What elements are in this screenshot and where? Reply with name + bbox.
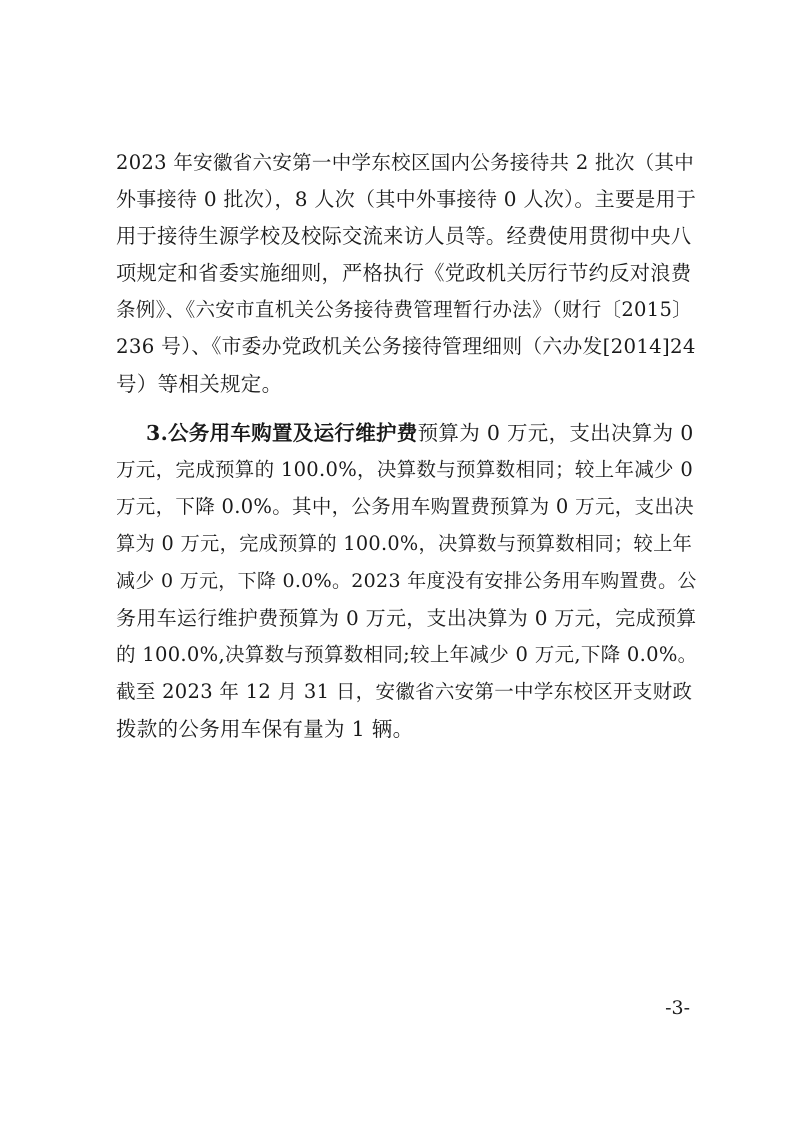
text-line: 用于接待生源学校及校际交流来访人员等。经费使用贯彻中央八 xyxy=(116,224,692,248)
text-line: 减少 0 万元，下降 0.0%。2023 年度没有安排公务用车购置费。公 xyxy=(116,570,697,592)
text-line: 项规定和省委实施细则，严格执行《党政机关厉行节约反对浪费 xyxy=(116,261,692,285)
text-line: 号）等相关规定。 xyxy=(116,372,283,396)
text-line: 万元，完成预算的 100.0%，决算数与预算数相同；较上年减少 0 xyxy=(116,458,694,481)
text-line: 万元，下降 0.0%。其中，公务用车购置费预算为 0 万元，支出决 xyxy=(116,495,694,518)
heading-line-rest: 预算为 0 万元，支出决算为 0 xyxy=(417,421,694,445)
section-heading: 3.公务用车购置及运行维护费 xyxy=(146,421,418,445)
text-line: 外事接待 0 批次），8 人次（其中外事接待 0 人次）。主要是用于 xyxy=(116,187,697,211)
text-line-first xyxy=(146,418,726,448)
text-line: 算为 0 万元，完成预算的 100.0%，决算数与预算数相同；较上年 xyxy=(116,532,693,555)
text-line: 236 号）、《市委办党政机关公务接待管理细则（六办发[2014]24 xyxy=(116,335,696,358)
text-line: 的 100.0%,决算数与预算数相同;较上年减少 0 万元,下降 0.0%。 xyxy=(116,643,698,666)
text-line: 2023 年安徽省六安第一中学东校区国内公务接待共 2 批次（其中 xyxy=(116,151,695,174)
text-line: 条例》、《六安市直机关公务接待费管理暂行办法》（财行〔2015〕 xyxy=(116,298,692,321)
text-line: 截至 2023 年 12 月 31 日，安徽省六安第一中学东校区开支财政 xyxy=(116,680,693,703)
page-number: -3- xyxy=(665,997,690,1019)
text-line: 务用车运行维护费预算为 0 万元，支出决算为 0 万元，完成预算 xyxy=(116,606,697,630)
text-line: 拨款的公务用车保有量为 1 辆。 xyxy=(116,717,414,741)
